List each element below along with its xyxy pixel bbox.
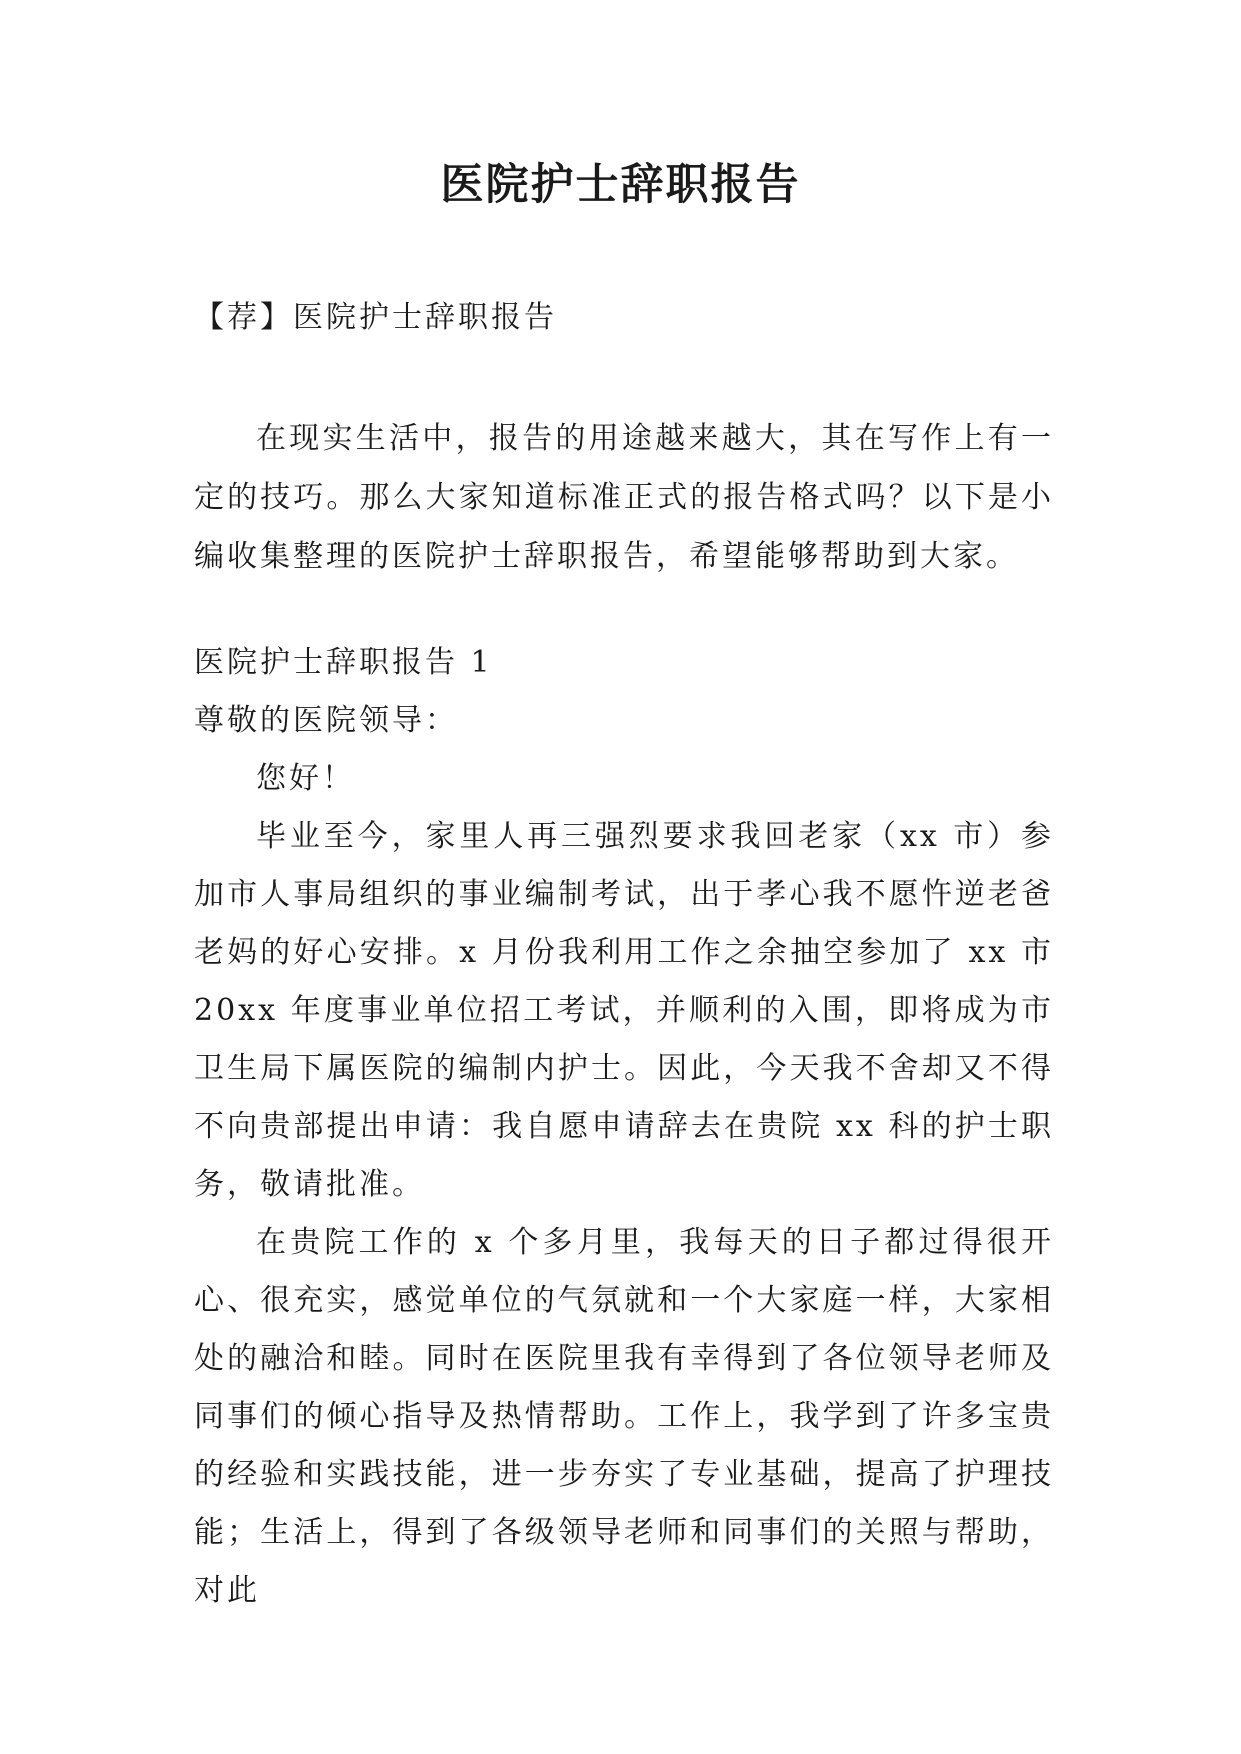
- intro-block: [194, 409, 1054, 586]
- greeting: 您好！: [256, 761, 355, 796]
- section-heading: 医院护士辞职报告 1: [194, 645, 493, 680]
- body-paragraph: 毕业至今，家里人再三强烈要求我回老家（xx 市）参加市人事局组织的事业编制考试，出于孝心我不愿忤逆老爸老妈的好心安排。x 月份我利用工作之余抽空参加了 xx 市 20xx 年度事业单位招工考试，并顺利的入围，即将成为市卫生局下属医院的编制内护士。因此，今天我不舍却又不得不向贵部提出申请：我自愿申请辞去在贵院 xx 科的护士职务，敬请批准。: [194, 819, 1054, 1202]
- recommend-line-block: [194, 288, 1054, 347]
- intro-paragraph: 在现实生活中，报告的用途越来越大，其在写作上有一定的技巧。那么大家知道标准正式的报告格式吗？以下是小编收集整理的医院护士辞职报告，希望能够帮助到大家。: [194, 421, 1054, 574]
- document-title: 医院护士辞职报告: [440, 160, 801, 210]
- salutation: 尊敬的医院领导：: [194, 703, 458, 738]
- body-paragraph: 在贵院工作的 x 个多月里，我每天的日子都过得很开心、很充实，感觉单位的气氛就和一个大家庭一样，大家相处的融洽和睦。同时在医院里我有幸得到了各位领导老师及同事们的倾心指导及热情帮助。工作上，我学到了许多宝贵的经验和实践技能，进一步夯实了专业基础，提高了护理技能；生活上，得到了各级领导老师和同事们的关照与帮助，对此: [194, 1225, 1054, 1608]
- letter-body: [194, 634, 1054, 1620]
- recommend-line: 【荐】医院护士辞职报告: [194, 300, 557, 335]
